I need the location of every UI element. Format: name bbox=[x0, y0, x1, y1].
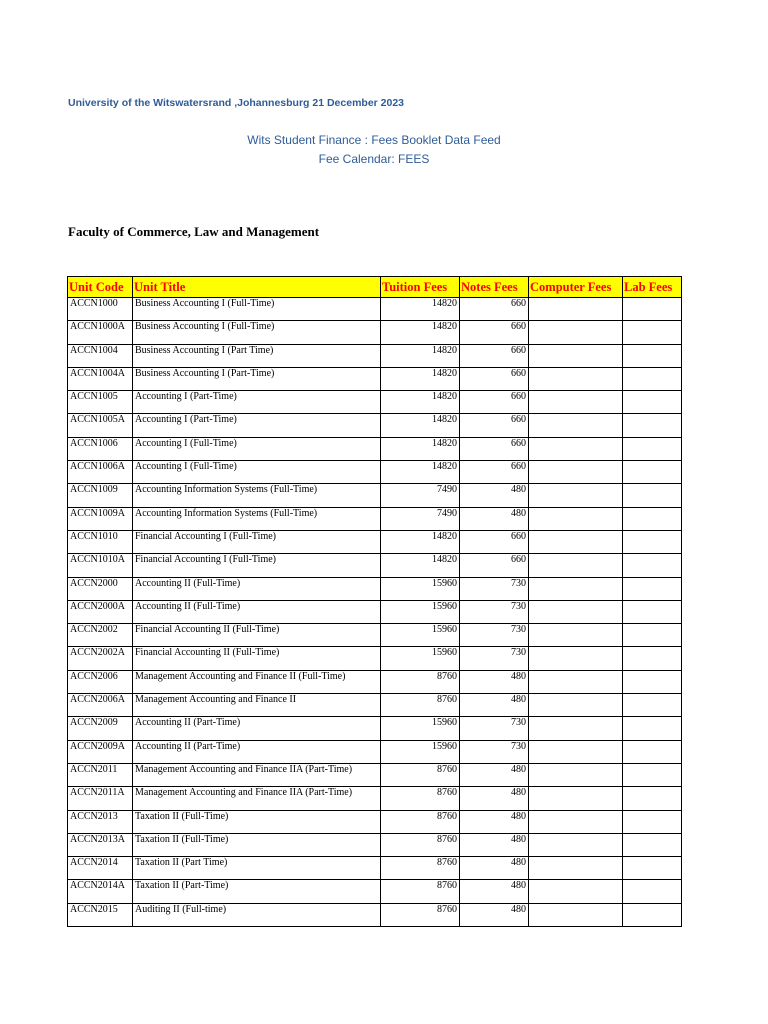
table-row bbox=[68, 624, 682, 647]
computer-fees-cell bbox=[529, 833, 623, 856]
computer-fees-cell bbox=[529, 880, 623, 903]
unit-title-cell: Auditing II (Full-time) bbox=[133, 903, 381, 926]
unit-title-cell: Taxation II (Full-Time) bbox=[133, 833, 381, 856]
unit-title-cell: Business Accounting I (Part Time) bbox=[133, 344, 381, 367]
lab-fees-cell bbox=[623, 577, 682, 600]
unit-title-cell: Management Accounting and Finance II bbox=[133, 694, 381, 717]
table-row bbox=[68, 647, 682, 670]
computer-fees-cell bbox=[529, 484, 623, 507]
computer-fees-cell bbox=[529, 530, 623, 553]
notes-fees-cell: 660 bbox=[460, 554, 529, 577]
unit-title-cell: Accounting II (Full-Time) bbox=[133, 600, 381, 623]
column-header-computer-fees: Computer Fees bbox=[529, 277, 623, 298]
notes-fees-cell: 660 bbox=[460, 414, 529, 437]
unit-title-cell: Accounting Information Systems (Full-Time) bbox=[133, 507, 381, 530]
notes-fees-cell: 660 bbox=[460, 344, 529, 367]
lab-fees-cell bbox=[623, 903, 682, 926]
lab-fees-cell bbox=[623, 507, 682, 530]
computer-fees-cell bbox=[529, 367, 623, 390]
tuition-fees-cell: 14820 bbox=[381, 414, 460, 437]
table-row bbox=[68, 461, 682, 484]
tuition-fees-cell: 8760 bbox=[381, 670, 460, 693]
tuition-fees-cell: 14820 bbox=[381, 344, 460, 367]
fees-table-body bbox=[68, 298, 682, 927]
table-row bbox=[68, 530, 682, 553]
table-row bbox=[68, 391, 682, 414]
lab-fees-cell bbox=[623, 880, 682, 903]
computer-fees-cell bbox=[529, 740, 623, 763]
unit-code-cell: ACCN1009A bbox=[68, 507, 133, 530]
computer-fees-cell bbox=[529, 647, 623, 670]
unit-code-cell: ACCN2015 bbox=[68, 903, 133, 926]
table-row bbox=[68, 903, 682, 926]
lab-fees-cell bbox=[623, 344, 682, 367]
lab-fees-cell bbox=[623, 787, 682, 810]
tuition-fees-cell: 8760 bbox=[381, 857, 460, 880]
unit-code-cell: ACCN2006 bbox=[68, 670, 133, 693]
tuition-fees-cell: 15960 bbox=[381, 740, 460, 763]
unit-title-cell: Taxation II (Full-Time) bbox=[133, 810, 381, 833]
unit-title-cell: Accounting II (Part-Time) bbox=[133, 717, 381, 740]
computer-fees-cell bbox=[529, 903, 623, 926]
notes-fees-cell: 480 bbox=[460, 857, 529, 880]
unit-code-cell: ACCN2006A bbox=[68, 694, 133, 717]
table-row bbox=[68, 321, 682, 344]
notes-fees-cell: 480 bbox=[460, 507, 529, 530]
notes-fees-cell: 480 bbox=[460, 787, 529, 810]
notes-fees-cell: 480 bbox=[460, 903, 529, 926]
computer-fees-cell bbox=[529, 787, 623, 810]
unit-title-cell: Management Accounting and Finance IIA (Part-Time) bbox=[133, 763, 381, 786]
tuition-fees-cell: 14820 bbox=[381, 461, 460, 484]
notes-fees-cell: 660 bbox=[460, 461, 529, 484]
tuition-fees-cell: 7490 bbox=[381, 507, 460, 530]
table-row bbox=[68, 367, 682, 390]
computer-fees-cell bbox=[529, 554, 623, 577]
lab-fees-cell bbox=[623, 810, 682, 833]
unit-code-cell: ACCN2000 bbox=[68, 577, 133, 600]
lab-fees-cell bbox=[623, 647, 682, 670]
unit-code-cell: ACCN1005A bbox=[68, 414, 133, 437]
lab-fees-cell bbox=[623, 833, 682, 856]
notes-fees-cell: 480 bbox=[460, 880, 529, 903]
table-row bbox=[68, 298, 682, 321]
notes-fees-cell: 480 bbox=[460, 810, 529, 833]
computer-fees-cell bbox=[529, 717, 623, 740]
institution-date-line: University of the Witswatersrand ,Johannesburg 21 December 2023 bbox=[68, 97, 405, 109]
computer-fees-cell bbox=[529, 298, 623, 321]
tuition-fees-cell: 15960 bbox=[381, 717, 460, 740]
tuition-fees-cell: 8760 bbox=[381, 787, 460, 810]
lab-fees-cell bbox=[623, 414, 682, 437]
unit-code-cell: ACCN2002A bbox=[68, 647, 133, 670]
computer-fees-cell bbox=[529, 391, 623, 414]
unit-code-cell: ACCN2013 bbox=[68, 810, 133, 833]
notes-fees-cell: 660 bbox=[460, 321, 529, 344]
tuition-fees-cell: 15960 bbox=[381, 600, 460, 623]
computer-fees-cell bbox=[529, 437, 623, 460]
column-header-lab-fees: Lab Fees bbox=[623, 277, 682, 298]
unit-code-cell: ACCN2009A bbox=[68, 740, 133, 763]
unit-title-cell: Financial Accounting I (Full-Time) bbox=[133, 554, 381, 577]
table-header-row bbox=[68, 277, 682, 298]
unit-code-cell: ACCN2014A bbox=[68, 880, 133, 903]
computer-fees-cell bbox=[529, 857, 623, 880]
tuition-fees-cell: 8760 bbox=[381, 694, 460, 717]
lab-fees-cell bbox=[623, 717, 682, 740]
lab-fees-cell bbox=[623, 670, 682, 693]
unit-title-cell: Management Accounting and Finance IIA (Part-Time) bbox=[133, 787, 381, 810]
unit-title-cell: Accounting I (Part-Time) bbox=[133, 391, 381, 414]
unit-code-cell: ACCN1005 bbox=[68, 391, 133, 414]
tuition-fees-cell: 8760 bbox=[381, 833, 460, 856]
table-row bbox=[68, 857, 682, 880]
tuition-fees-cell: 14820 bbox=[381, 437, 460, 460]
computer-fees-cell bbox=[529, 670, 623, 693]
table-row bbox=[68, 880, 682, 903]
unit-title-cell: Accounting I (Full-Time) bbox=[133, 461, 381, 484]
lab-fees-cell bbox=[623, 484, 682, 507]
computer-fees-cell bbox=[529, 344, 623, 367]
unit-code-cell: ACCN2013A bbox=[68, 833, 133, 856]
lab-fees-cell bbox=[623, 530, 682, 553]
column-header-tuition-fees: Tuition Fees bbox=[381, 277, 460, 298]
tuition-fees-cell: 14820 bbox=[381, 367, 460, 390]
unit-code-cell: ACCN2002 bbox=[68, 624, 133, 647]
unit-code-cell: ACCN2011 bbox=[68, 763, 133, 786]
unit-code-cell: ACCN1009 bbox=[68, 484, 133, 507]
table-row bbox=[68, 344, 682, 367]
computer-fees-cell bbox=[529, 694, 623, 717]
unit-title-cell: Management Accounting and Finance II (Full-Time) bbox=[133, 670, 381, 693]
column-header-unit-title: Unit Title bbox=[133, 277, 381, 298]
table-row bbox=[68, 787, 682, 810]
notes-fees-cell: 730 bbox=[460, 577, 529, 600]
tuition-fees-cell: 15960 bbox=[381, 624, 460, 647]
unit-title-cell: Accounting II (Full-Time) bbox=[133, 577, 381, 600]
unit-title-cell: Business Accounting I (Full-Time) bbox=[133, 321, 381, 344]
fee-calendar-label: Fee Calendar: FEES bbox=[318, 152, 430, 166]
tuition-fees-cell: 14820 bbox=[381, 298, 460, 321]
notes-fees-cell: 730 bbox=[460, 647, 529, 670]
notes-fees-cell: 730 bbox=[460, 600, 529, 623]
notes-fees-cell: 660 bbox=[460, 437, 529, 460]
unit-code-cell: ACCN1004A bbox=[68, 367, 133, 390]
notes-fees-cell: 660 bbox=[460, 367, 529, 390]
table-row bbox=[68, 437, 682, 460]
table-row bbox=[68, 414, 682, 437]
lab-fees-cell bbox=[623, 740, 682, 763]
notes-fees-cell: 660 bbox=[460, 530, 529, 553]
notes-fees-cell: 660 bbox=[460, 298, 529, 321]
tuition-fees-cell: 8760 bbox=[381, 903, 460, 926]
computer-fees-cell bbox=[529, 577, 623, 600]
tuition-fees-cell: 14820 bbox=[381, 391, 460, 414]
table-row bbox=[68, 740, 682, 763]
lab-fees-cell bbox=[623, 694, 682, 717]
notes-fees-cell: 480 bbox=[460, 763, 529, 786]
unit-title-cell: Accounting Information Systems (Full-Time) bbox=[133, 484, 381, 507]
unit-title-cell: Accounting I (Part-Time) bbox=[133, 414, 381, 437]
computer-fees-cell bbox=[529, 507, 623, 530]
computer-fees-cell bbox=[529, 763, 623, 786]
table-row bbox=[68, 694, 682, 717]
computer-fees-cell bbox=[529, 810, 623, 833]
lab-fees-cell bbox=[623, 437, 682, 460]
unit-code-cell: ACCN2009 bbox=[68, 717, 133, 740]
lab-fees-cell bbox=[623, 763, 682, 786]
table-row bbox=[68, 670, 682, 693]
unit-title-cell: Taxation II (Part-Time) bbox=[133, 880, 381, 903]
lab-fees-cell bbox=[623, 367, 682, 390]
unit-code-cell: ACCN1006A bbox=[68, 461, 133, 484]
tuition-fees-cell: 8760 bbox=[381, 880, 460, 903]
lab-fees-cell bbox=[623, 600, 682, 623]
tuition-fees-cell: 15960 bbox=[381, 577, 460, 600]
unit-code-cell: ACCN2014 bbox=[68, 857, 133, 880]
notes-fees-cell: 660 bbox=[460, 391, 529, 414]
unit-code-cell: ACCN2011A bbox=[68, 787, 133, 810]
lab-fees-cell bbox=[623, 857, 682, 880]
notes-fees-cell: 480 bbox=[460, 670, 529, 693]
tuition-fees-cell: 15960 bbox=[381, 647, 460, 670]
notes-fees-cell: 730 bbox=[460, 624, 529, 647]
unit-title-cell: Accounting II (Part-Time) bbox=[133, 740, 381, 763]
unit-title-cell: Financial Accounting II (Full-Time) bbox=[133, 624, 381, 647]
unit-title-cell: Business Accounting I (Full-Time) bbox=[133, 298, 381, 321]
unit-code-cell: ACCN1006 bbox=[68, 437, 133, 460]
lab-fees-cell bbox=[623, 461, 682, 484]
unit-code-cell: ACCN1000 bbox=[68, 298, 133, 321]
unit-title-cell: Taxation II (Part Time) bbox=[133, 857, 381, 880]
notes-fees-cell: 730 bbox=[460, 717, 529, 740]
tuition-fees-cell: 14820 bbox=[381, 321, 460, 344]
unit-title-cell: Financial Accounting II (Full-Time) bbox=[133, 647, 381, 670]
faculty-heading: Faculty of Commerce, Law and Management bbox=[68, 224, 320, 239]
tuition-fees-cell: 8760 bbox=[381, 763, 460, 786]
lab-fees-cell bbox=[623, 321, 682, 344]
unit-code-cell: ACCN2000A bbox=[68, 600, 133, 623]
unit-code-cell: ACCN1010A bbox=[68, 554, 133, 577]
unit-code-cell: ACCN1000A bbox=[68, 321, 133, 344]
tuition-fees-cell: 8760 bbox=[381, 810, 460, 833]
table-row bbox=[68, 763, 682, 786]
notes-fees-cell: 480 bbox=[460, 694, 529, 717]
notes-fees-cell: 730 bbox=[460, 740, 529, 763]
column-header-notes-fees: Notes Fees bbox=[460, 277, 529, 298]
table-row bbox=[68, 717, 682, 740]
lab-fees-cell bbox=[623, 391, 682, 414]
fees-table bbox=[67, 276, 682, 927]
column-header-unit-code: Unit Code bbox=[68, 277, 133, 298]
unit-title-cell: Business Accounting I (Part-Time) bbox=[133, 367, 381, 390]
tuition-fees-cell: 7490 bbox=[381, 484, 460, 507]
table-row bbox=[68, 600, 682, 623]
table-row bbox=[68, 484, 682, 507]
lab-fees-cell bbox=[623, 298, 682, 321]
unit-title-cell: Accounting I (Full-Time) bbox=[133, 437, 381, 460]
unit-code-cell: ACCN1004 bbox=[68, 344, 133, 367]
computer-fees-cell bbox=[529, 624, 623, 647]
booklet-title: Wits Student Finance : Fees Booklet Data Feed bbox=[247, 133, 501, 147]
table-row bbox=[68, 577, 682, 600]
tuition-fees-cell: 14820 bbox=[381, 554, 460, 577]
table-row bbox=[68, 507, 682, 530]
computer-fees-cell bbox=[529, 461, 623, 484]
unit-code-cell: ACCN1010 bbox=[68, 530, 133, 553]
lab-fees-cell bbox=[623, 624, 682, 647]
lab-fees-cell bbox=[623, 554, 682, 577]
computer-fees-cell bbox=[529, 600, 623, 623]
unit-title-cell: Financial Accounting I (Full-Time) bbox=[133, 530, 381, 553]
table-row bbox=[68, 810, 682, 833]
notes-fees-cell: 480 bbox=[460, 833, 529, 856]
table-row bbox=[68, 833, 682, 856]
table-row bbox=[68, 554, 682, 577]
tuition-fees-cell: 14820 bbox=[381, 530, 460, 553]
notes-fees-cell: 480 bbox=[460, 484, 529, 507]
computer-fees-cell bbox=[529, 414, 623, 437]
computer-fees-cell bbox=[529, 321, 623, 344]
